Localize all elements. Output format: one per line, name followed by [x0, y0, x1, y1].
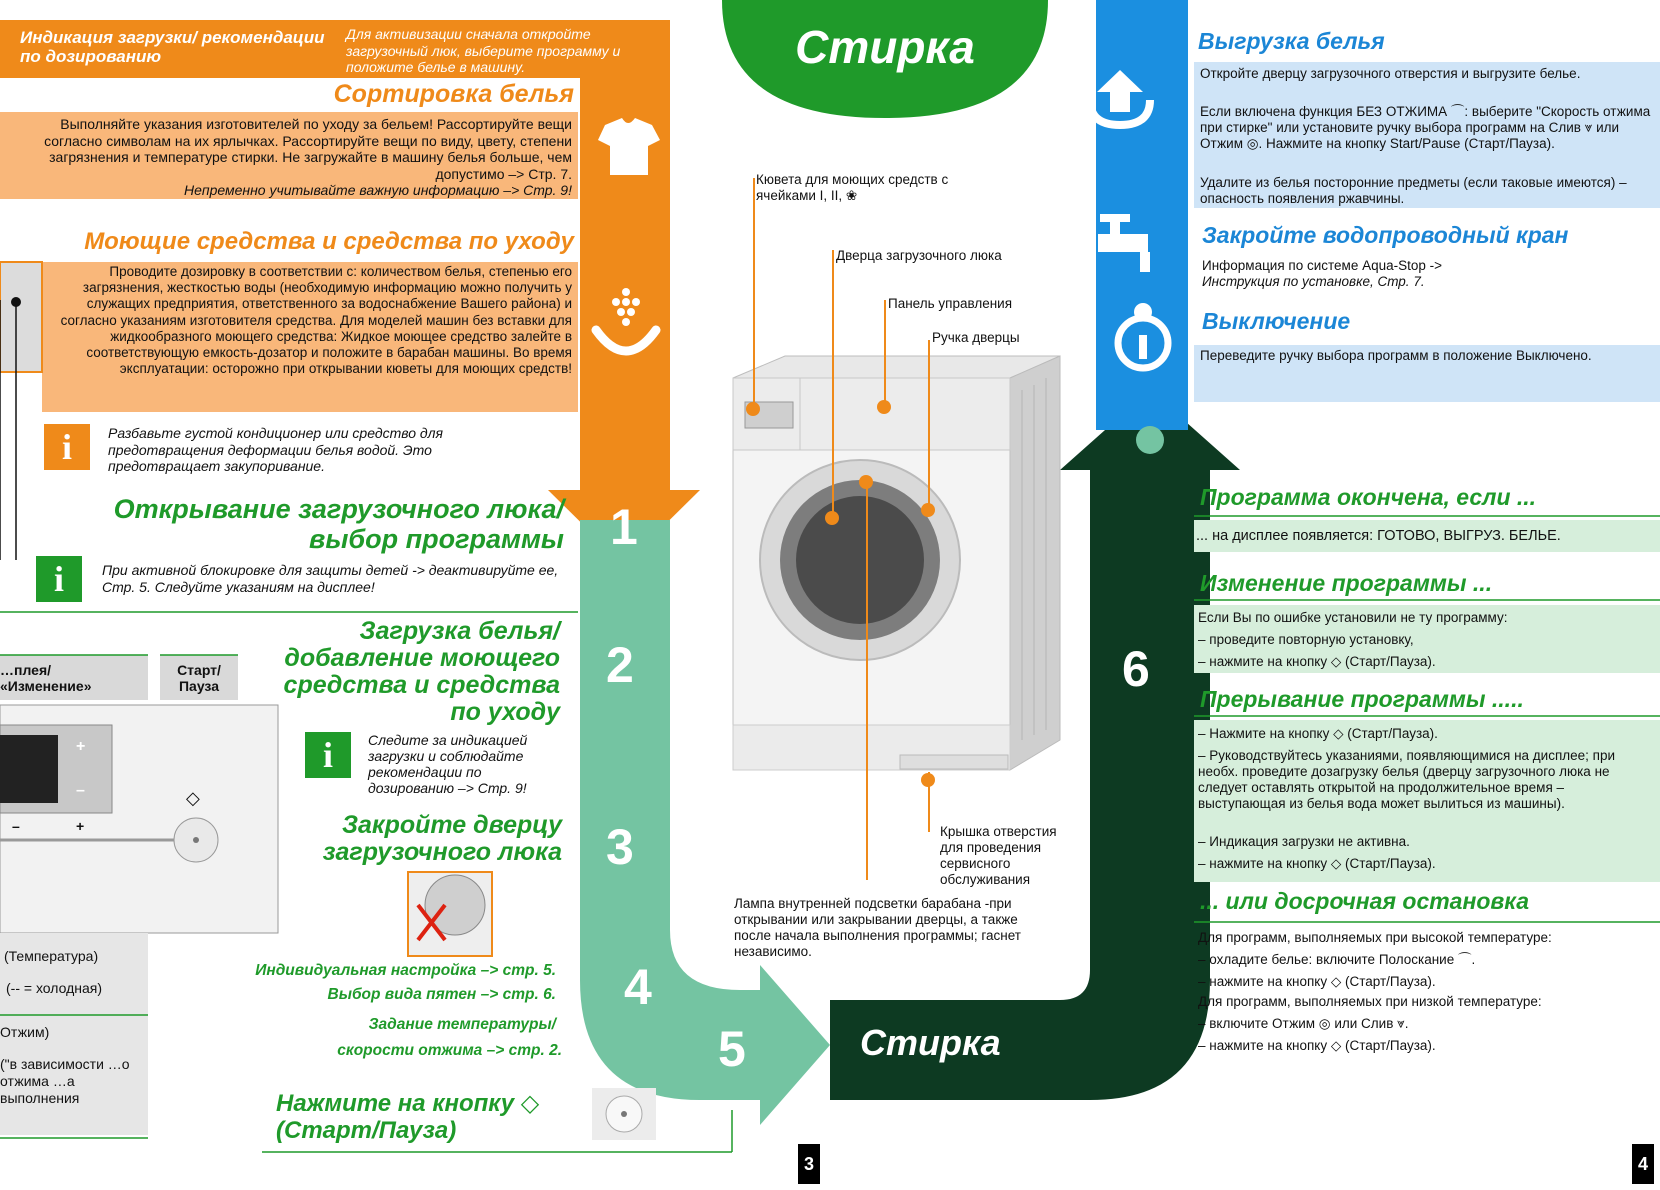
step-number-1: 1 — [610, 499, 638, 555]
detergent-info: Разбавьте густой кондиционер или средство для предотвращения деформации белья водой. Это предотвращает закупоривание. — [108, 425, 444, 474]
interrupt-item-3: – Индикация загрузки не активна. — [1198, 834, 1410, 849]
opening-title: Открывание загрузочного люка/ выбор программы — [113, 494, 564, 554]
washing-machine-illustration — [733, 356, 1060, 770]
sorting-title: Сортировка белья — [333, 80, 574, 108]
info-icon: i — [44, 424, 90, 470]
change-title: Изменение программы ... — [1200, 570, 1493, 596]
loading-title: Загрузка белья/ добавление моющего средства и средства по уходу — [283, 617, 560, 726]
press-start-title: Нажмите на кнопку ◇ (Старт/Пауза) — [276, 1090, 540, 1144]
tap-title: Закройте водопроводный кран — [1202, 222, 1569, 248]
panel-label-start: Старт/ Пауза — [177, 662, 221, 694]
green-marker-dot — [1136, 426, 1164, 454]
early-stop-lo-intro: Для программ, выполняемых при низкой температуре: — [1198, 994, 1542, 1009]
opening-info: При активной блокировке для защиты детей -> деактивируйте ее, Стр. 5. Следуйте указаниям на дисплее! — [102, 562, 559, 595]
callout-dispenser: Кювета для моющих средств с ячейками I, II, ❀ — [756, 172, 949, 203]
callout-service: Крышка отверстия для проведения сервисного обслуживания — [940, 824, 1057, 887]
load-indication-title: Индикация загрузки/ рекомендации по дозированию — [20, 28, 325, 66]
off-title: Выключение — [1202, 308, 1351, 334]
step-number-3: 3 — [606, 819, 634, 875]
unload-p3: Удалите из белья посторонние предметы (если таковые имеются) – опасность появления ржавчины. — [1200, 175, 1627, 206]
detergent-title: Моющие средства и средства по уходу — [84, 228, 574, 255]
callout-handle: Ручка дверцы — [932, 330, 1020, 345]
settings-line-2[interactable]: Выбор вида пятен –> стр. 6. — [327, 986, 556, 1003]
interrupt-title: Прерывание программы ..... — [1200, 686, 1524, 712]
panel-spin-label: Отжим) — [0, 1024, 50, 1040]
change-item-2: – нажмите на кнопку ◇ (Старт/Пауза). — [1198, 654, 1436, 669]
tap-text-2: Инструкция по установке, Стр. 7. — [1202, 274, 1425, 289]
washing-title-bottom: Стирка — [860, 1022, 1001, 1063]
interrupt-item-4: – нажмите на кнопку ◇ (Старт/Пауза). — [1198, 856, 1436, 871]
off-text: Переведите ручку выбора программ в положение Выключено. — [1200, 348, 1592, 363]
panel-label-display: …плея/ «Изменение» — [0, 662, 92, 694]
unload-title: Выгрузка белья — [1198, 28, 1385, 54]
early-stop-lo-item-1: – включите Отжим ◎ или Слив ⩔. — [1198, 1016, 1409, 1031]
detergent-text: Проводите дозировку в соответствии с: количеством белья, степенью его загрязнения, жесткостью воды (необходимую информацию можно получить у служащих предприятия, ответственного за водоснабжение Вашего района) и согласно указаниям изготовителя средства. Для моделей машин без вставки для жидкообразного моющего средства: Жидкое моющее средство залейте в соответствующую емкость-дозатор и положите в барабан машины. Во время эксплуатации: осторожно при открывании кюветы для моющих средств! — [60, 264, 572, 377]
panel-note-lines: ("в зависимости …о отжима …а выполнения — [0, 1056, 130, 1106]
activation-note: Для активизации сначала откройте загрузочный люк, выберите программу и положите белье в машину. — [346, 26, 621, 75]
callout-lamp: Лампа внутренней подсветки барабана -при открывании или закрывании дверцы, а также после начала выполнения программы; гаснет независимо. — [734, 896, 1021, 959]
step-number-2: 2 — [606, 637, 634, 693]
settings-line-1[interactable]: Индивидуальная настройка –> стр. 5. — [255, 962, 556, 979]
page-number-left: 3 — [798, 1144, 820, 1184]
info-icon: i — [305, 732, 351, 778]
tap-text-1: Информация по системе Aqua-Stop -> — [1202, 258, 1443, 273]
panel-lower-bg — [0, 933, 148, 1015]
step-number-4: 4 — [624, 959, 652, 1015]
info-icon: i — [36, 556, 82, 602]
panel-scale-minus: – — [12, 818, 20, 834]
early-stop-hi-item-2: – нажмите на кнопку ◇ (Старт/Пауза). — [1198, 974, 1436, 989]
unload-p1: Откройте дверцу загрузочного отверстия и выгрузите белье. — [1200, 66, 1581, 81]
step-number-6: 6 — [1122, 641, 1150, 697]
settings-line-4[interactable]: скорости отжима –> стр. 2. — [337, 1042, 562, 1059]
unload-p2: Если включена функция БЕЗ ОТЖИМА ⌒: выберите "Скорость отжима при стирке" или установите ручку выбора программ на Слив ⩔ или Отжим ◎. Нажмите на кнопку Start/Pause (Старт/Пауза). — [1200, 104, 1651, 151]
early-stop-lo-item-2: – нажмите на кнопку ◇ (Старт/Пауза). — [1198, 1038, 1436, 1053]
panel-cold-label: (-- = холодная) — [6, 980, 102, 996]
panel-screen — [0, 735, 58, 803]
panel-temp-label: (Температура) — [4, 948, 99, 964]
settings-line-3: Задание температуры/ — [368, 1016, 556, 1033]
page-number-right: 4 — [1632, 1144, 1654, 1184]
panel-plus: + — [76, 738, 86, 755]
close-door-title: Закройте дверцу загрузочного люка — [322, 811, 562, 866]
interrupt-item-2: – Руководствуйтесь указаниями, появляющимися на дисплее; при необх. проведите дозагрузку белья (дверцу загрузочного люка не следует оставлять открытой на продолжительное время – выступающая из белья вода может вылиться из машины). — [1198, 748, 1616, 811]
drawer-sketch — [0, 262, 42, 372]
loading-info: Следите за индикацией загрузки и соблюдайте рекомендации по дозированию –> Стр. 9! — [368, 732, 528, 796]
change-item-1: – проведите повторную установку, — [1198, 632, 1414, 647]
early-stop-title: ... или досрочная остановка — [1200, 888, 1530, 914]
sorting-note: Непременно учитывайте важную информацию –> Стр. 9! — [184, 182, 572, 198]
finished-text: ... на дисплее появляется: ГОТОВО, ВЫГРУЗ. БЕЛЬЕ. — [1196, 528, 1561, 544]
early-stop-hi-item-1: – охладите белье: включите Полоскание ⌒. — [1198, 952, 1476, 967]
sorting-text: Выполняйте указания изготовителей по уходу за бельем! Рассортируйте вещи согласно символам на их ярлычках. Рассортируйте вещи по виду, цвету, степени загрязнения и температуре стирки. Не загружайте в машину белья больше, чем допустимо –> Стр. 7. — [44, 116, 572, 182]
panel-minus: – — [76, 782, 85, 799]
finished-title: Программа окончена, если ... — [1200, 484, 1537, 510]
change-intro: Если Вы по ошибке установили не ту программу: — [1198, 610, 1508, 625]
step-number-5: 5 — [718, 1021, 746, 1077]
start-diamond-icon: ◇ — [186, 788, 200, 808]
interrupt-item-1: – Нажмите на кнопку ◇ (Старт/Пауза). — [1198, 726, 1438, 741]
callout-door: Дверца загрузочного люка — [836, 248, 1002, 263]
early-stop-hi-intro: Для программ, выполняемых при высокой температуре: — [1198, 930, 1552, 945]
washing-title-top: Стирка — [795, 21, 975, 73]
callout-panel: Панель управления — [888, 296, 1013, 311]
panel-scale-plus: + — [76, 818, 85, 834]
orange-column — [580, 20, 670, 490]
